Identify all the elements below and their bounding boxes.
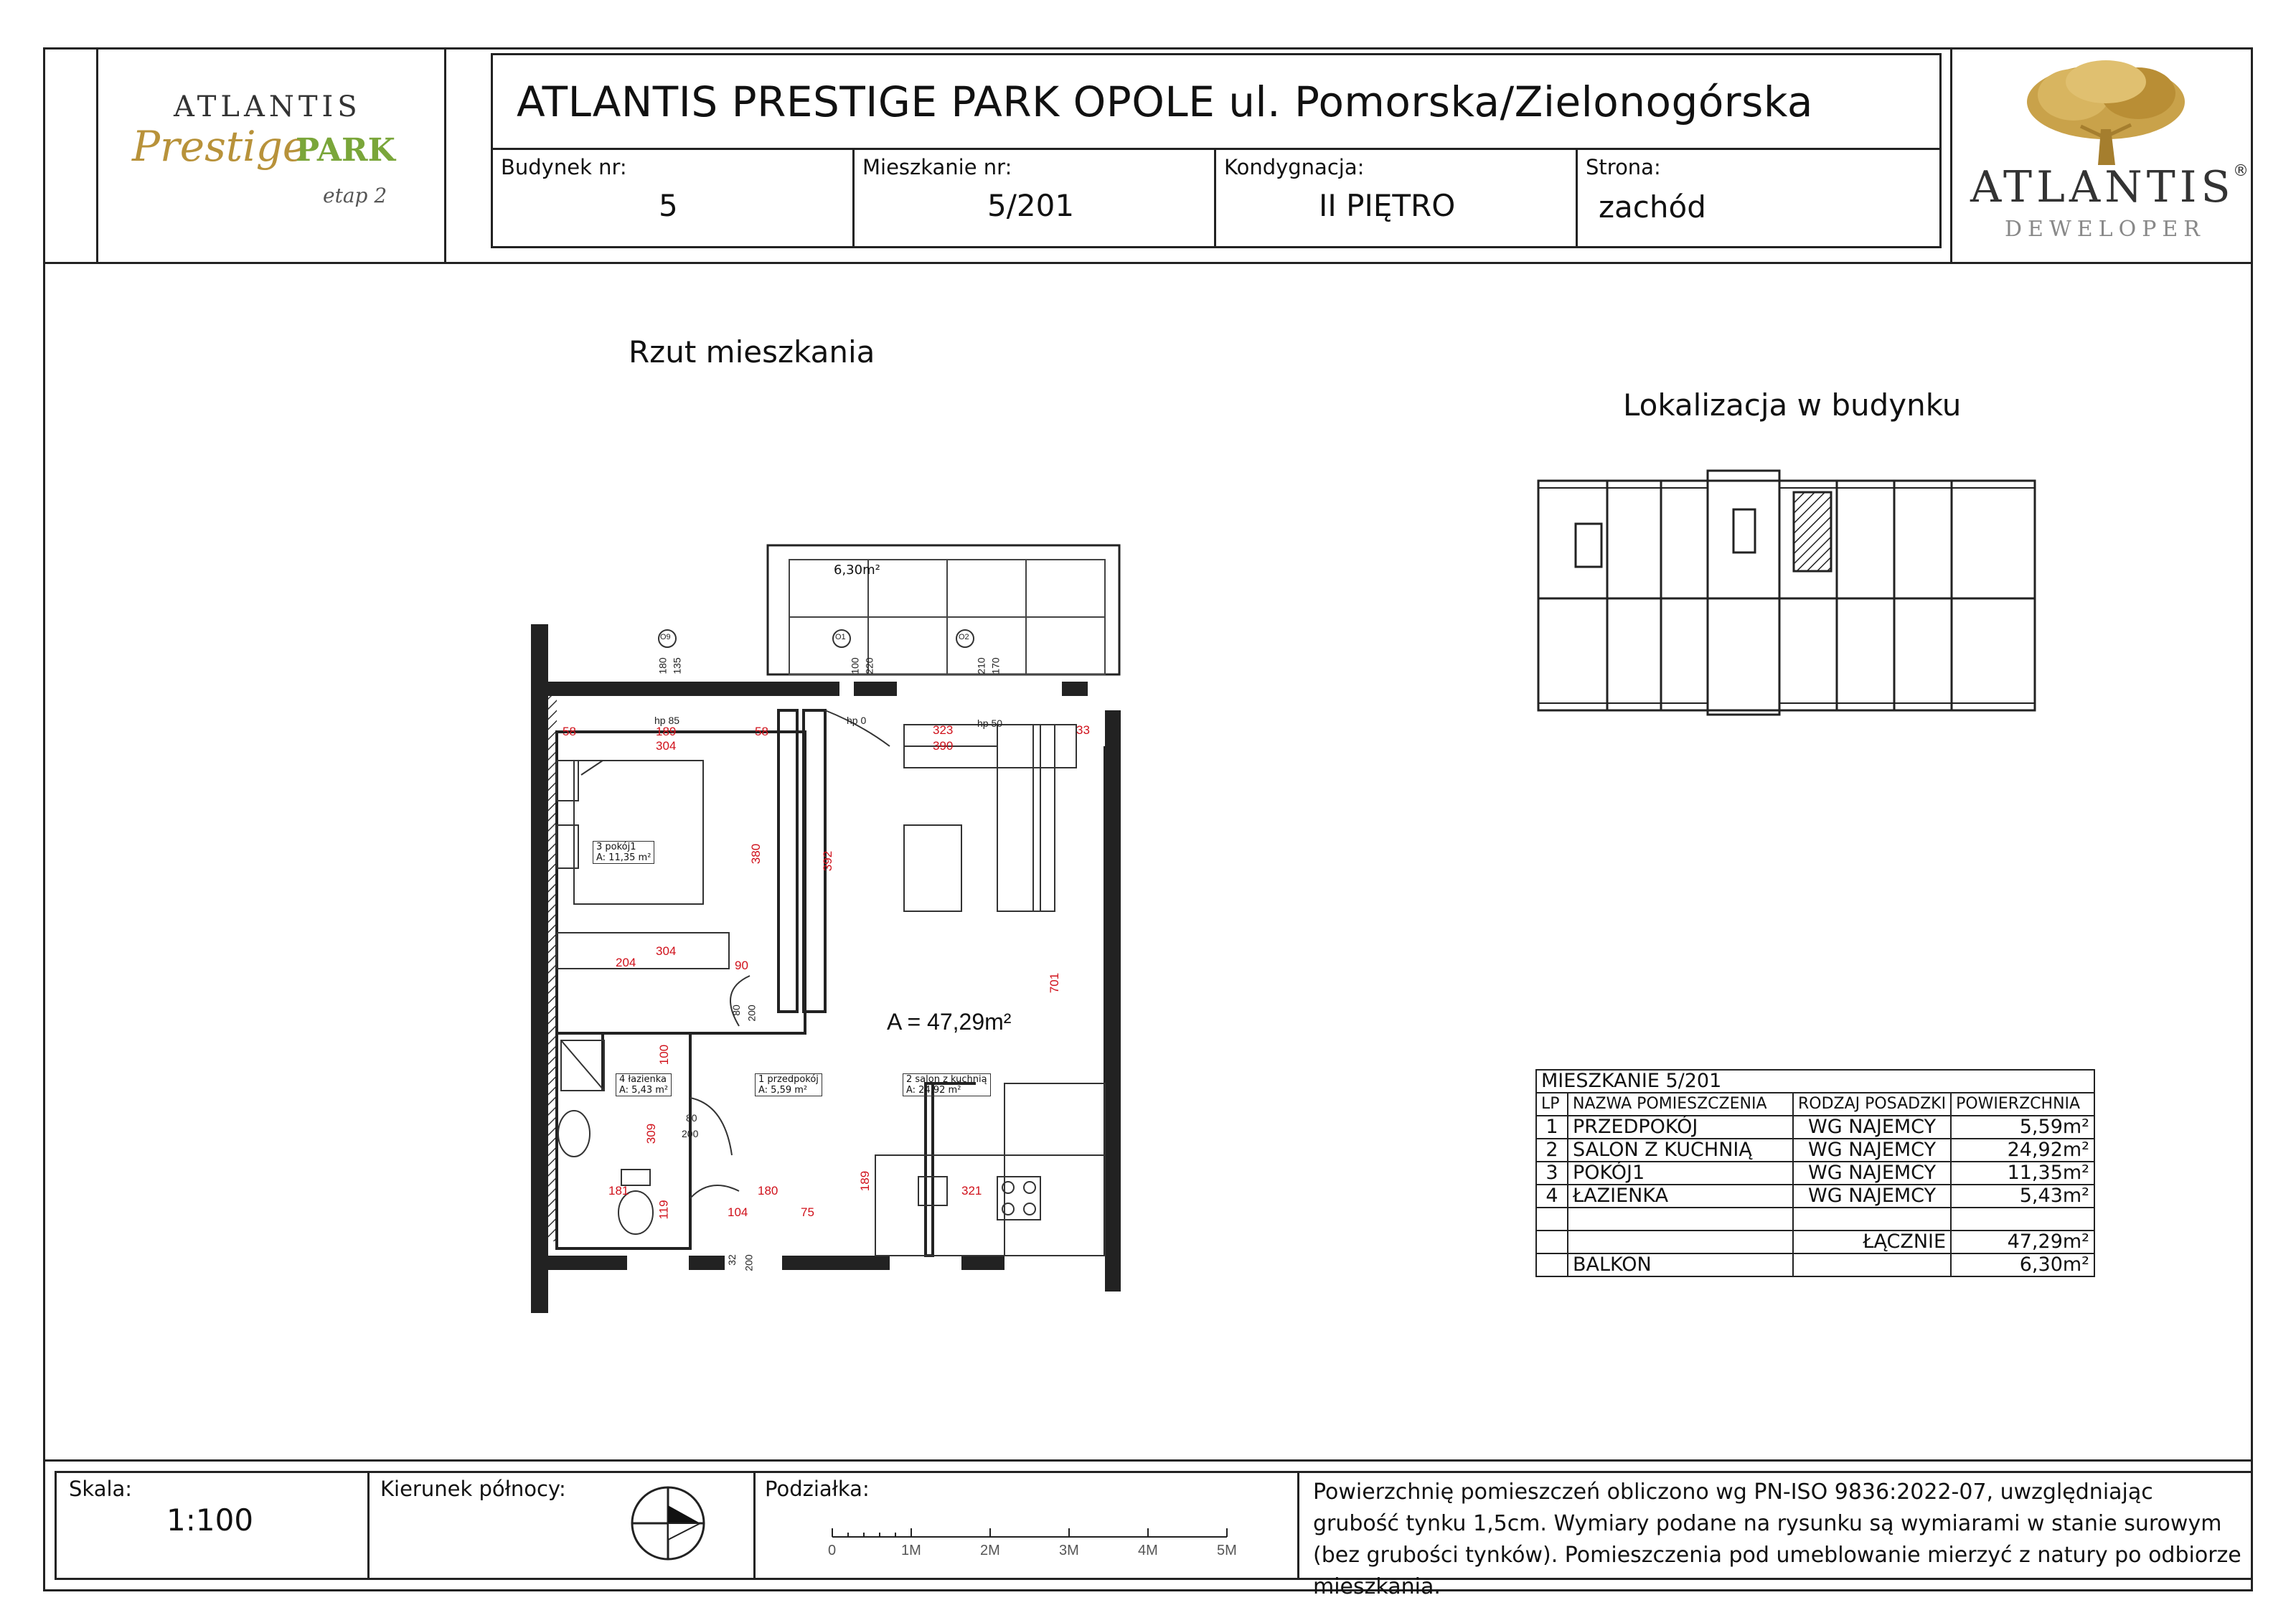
dim-90: 90 bbox=[735, 959, 748, 972]
footer-divider-1 bbox=[367, 1471, 370, 1580]
balcony-area-label: 6,30m² bbox=[834, 563, 880, 578]
sheet-frame bbox=[43, 47, 2253, 1591]
wardrobe bbox=[557, 933, 729, 969]
balcony-row bbox=[1536, 1253, 2094, 1276]
opening-markers bbox=[659, 630, 974, 647]
total-value: 47,29m² bbox=[1951, 1231, 2094, 1253]
dim-100: 100 bbox=[657, 1044, 672, 1065]
room-tag-living bbox=[903, 1073, 991, 1096]
logo-right bbox=[1959, 53, 2249, 261]
marker-o1: O1 bbox=[835, 633, 846, 641]
footer-divider-2 bbox=[753, 1471, 756, 1580]
logo-left-line2a: Prestige bbox=[132, 122, 308, 171]
scale-label: Skala: bbox=[69, 1477, 133, 1501]
note-w200: 200 bbox=[743, 1254, 755, 1271]
interior-walls bbox=[557, 710, 1105, 1256]
row-area: 5,43m² bbox=[1951, 1185, 2094, 1208]
field-value-apartment: 5/201 bbox=[987, 188, 1075, 223]
note-win-135: 135 bbox=[671, 657, 683, 674]
sofa bbox=[904, 725, 1076, 911]
footer-divider-3 bbox=[1297, 1471, 1299, 1580]
room-tag-bathroom-area: A: 5,43 m² bbox=[619, 1085, 669, 1096]
logo-left-line3: etap 2 bbox=[323, 184, 387, 207]
row-area: 24,92m² bbox=[1951, 1139, 2094, 1162]
apartment-floor-plan bbox=[502, 531, 1134, 1313]
row-floor: WG NAJEMCY bbox=[1793, 1116, 1951, 1139]
row-floor: WG NAJEMCY bbox=[1793, 1139, 1951, 1162]
dim-321: 321 bbox=[961, 1184, 982, 1198]
room-table-header-floor: RODZAJ POSADZKI bbox=[1793, 1093, 1951, 1116]
scale-tick-2: 2M bbox=[980, 1543, 1000, 1558]
table-row bbox=[1536, 1139, 2094, 1162]
bed bbox=[557, 761, 703, 904]
field-divider-2 bbox=[1214, 148, 1216, 248]
row-area: 5,59m² bbox=[1951, 1116, 2094, 1139]
marker-o9: O9 bbox=[660, 633, 671, 641]
field-label-apartment: Mieszkanie nr: bbox=[862, 155, 1012, 179]
table-row bbox=[1536, 1208, 2094, 1231]
area-calculation-note: Powierzchnię pomieszczeń obliczono wg PN-ISO 9836:2022-07, uwzględniając grubość tynku 1,5cm. Wymiary podane na rysunku są wymiarami w stanie surowym (bez grubości tynków). Pomieszczenia pod umeblowanie mierzyć z natury po odbiorze mieszkania. bbox=[1313, 1479, 2241, 1599]
logo-right-sub: DEWELOPER bbox=[2005, 217, 2206, 242]
field-label-side: Strona: bbox=[1586, 155, 1661, 179]
dim-181: 181 bbox=[608, 1184, 629, 1198]
project-title: ATLANTIS PRESTIGE PARK OPOLE ul. Pomorska/Zielonogórska bbox=[517, 77, 1813, 126]
note-win-100: 100 bbox=[849, 657, 861, 674]
table-row bbox=[1536, 1116, 2094, 1139]
field-divider-3 bbox=[1576, 148, 1578, 248]
logo-left bbox=[108, 79, 438, 237]
title-divider bbox=[491, 148, 1942, 150]
dim-58-left: 58 bbox=[563, 725, 576, 738]
note-hp0: hp 0 bbox=[847, 715, 867, 726]
balcony bbox=[768, 545, 1119, 674]
dim-119: 119 bbox=[657, 1200, 671, 1220]
total-row bbox=[1536, 1231, 2094, 1253]
dim-304-top: 304 bbox=[656, 739, 677, 753]
row-name: ŁAZIENKA bbox=[1568, 1185, 1793, 1208]
room-table-header-area: POWIERZCHNIA bbox=[1951, 1093, 2094, 1116]
main-bottom-border bbox=[43, 1459, 2253, 1462]
logo-left-line2b: PARK bbox=[296, 132, 395, 169]
room-tag-bathroom-name: 4 łazienka bbox=[619, 1074, 667, 1085]
scale-tick-3: 3M bbox=[1059, 1543, 1079, 1558]
logo-right-text: ATLANTIS bbox=[1970, 162, 2235, 212]
note-hp50: hp 50 bbox=[977, 718, 1003, 729]
row-lp: 1 bbox=[1536, 1116, 1568, 1139]
row-lp: 4 bbox=[1536, 1185, 1568, 1208]
room-tag-hall-name: 1 przedpokój bbox=[758, 1074, 819, 1085]
dim-189-vert: 189 bbox=[858, 1170, 872, 1192]
dim-323: 323 bbox=[933, 723, 954, 737]
field-value-floor: II PIĘTRO bbox=[1319, 188, 1456, 223]
field-value-side: zachód bbox=[1599, 189, 1706, 225]
table-row bbox=[1536, 1185, 2094, 1208]
note-80b: 80 bbox=[686, 1112, 697, 1124]
dim-204: 204 bbox=[616, 956, 636, 969]
room-tag-living-name: 2 salon z kuchnią bbox=[906, 1074, 987, 1085]
dim-390: 390 bbox=[933, 739, 954, 753]
note-80a: 80 bbox=[730, 1005, 742, 1016]
row-lp: 3 bbox=[1536, 1162, 1568, 1185]
north-arrow-icon bbox=[629, 1484, 707, 1563]
room-tag-hall bbox=[755, 1073, 822, 1096]
note-200a: 200 bbox=[745, 1005, 758, 1022]
room-tag-bedroom-name: 3 pokój1 bbox=[596, 842, 636, 852]
note-w32: 32 bbox=[725, 1254, 738, 1266]
row-name: PRZEDPOKÓJ bbox=[1568, 1116, 1793, 1139]
room-tag-living-area: A: 24,92 m² bbox=[906, 1085, 961, 1096]
apartment-area-label: A = 47,29m² bbox=[887, 1009, 1012, 1035]
row-lp: 2 bbox=[1536, 1139, 1568, 1162]
scale-tick-0: 0 bbox=[828, 1543, 837, 1558]
marker-o2: O2 bbox=[959, 633, 969, 641]
row-floor bbox=[1793, 1208, 1951, 1231]
dim-309: 309 bbox=[644, 1123, 659, 1144]
row-name: POKÓJ1 bbox=[1568, 1162, 1793, 1185]
room-tag-bedroom-area: A: 11,35 m² bbox=[596, 852, 651, 863]
dim-180: 180 bbox=[758, 1184, 778, 1198]
note-hp85: hp 85 bbox=[654, 715, 680, 726]
balcony-label: BALKON bbox=[1568, 1253, 1793, 1276]
location-heading: Lokalizacja w budynku bbox=[1623, 387, 1962, 423]
dim-701: 701 bbox=[1048, 972, 1062, 994]
dim-304-mid: 304 bbox=[656, 944, 677, 958]
note-win-210: 210 bbox=[975, 657, 987, 674]
room-tag-hall-area: A: 5,59 m² bbox=[758, 1085, 808, 1096]
room-tag-bathroom bbox=[616, 1073, 672, 1096]
scale-tick-5: 5M bbox=[1217, 1543, 1237, 1558]
note-win-180: 180 bbox=[657, 657, 669, 674]
highlighted-apartment bbox=[1794, 492, 1831, 571]
dim-58-right: 58 bbox=[755, 725, 768, 738]
doors bbox=[690, 710, 890, 1198]
note-win-170: 170 bbox=[989, 657, 1002, 674]
room-table bbox=[1535, 1069, 2095, 1277]
field-divider-1 bbox=[852, 148, 855, 248]
row-area: 11,35m² bbox=[1951, 1162, 2094, 1185]
row-area bbox=[1951, 1208, 2094, 1231]
field-value-building: 5 bbox=[659, 188, 678, 223]
row-floor: WG NAJEMCY bbox=[1793, 1185, 1951, 1208]
logo-left-line1: ATLANTIS bbox=[174, 90, 362, 123]
dim-33: 33 bbox=[1076, 723, 1090, 737]
row-name bbox=[1568, 1208, 1793, 1231]
tree-icon bbox=[2023, 57, 2188, 172]
dim-392: 392 bbox=[821, 850, 835, 872]
north-label: Kierunek północy: bbox=[380, 1477, 566, 1501]
field-label-building: Budynek nr: bbox=[501, 155, 627, 179]
plan-heading: Rzut mieszkania bbox=[629, 334, 875, 370]
total-label: ŁĄCZNIE bbox=[1793, 1231, 1951, 1253]
note-win-220: 220 bbox=[863, 657, 875, 674]
room-tag-bedroom bbox=[593, 841, 654, 864]
scale-tick-1: 1M bbox=[901, 1543, 921, 1558]
room-table-header-name: NAZWA POMIESZCZENIA bbox=[1568, 1093, 1793, 1116]
row-name: SALON Z KUCHNIĄ bbox=[1568, 1139, 1793, 1162]
dim-189-top: 189 bbox=[656, 725, 677, 738]
scale-bar-label: Podziałka: bbox=[765, 1477, 870, 1501]
logo-right-registered: ® bbox=[2233, 162, 2249, 180]
field-label-floor: Kondygnacja: bbox=[1224, 155, 1365, 179]
scale-value: 1:100 bbox=[166, 1502, 254, 1538]
room-table-header-lp: LP bbox=[1536, 1093, 1568, 1116]
note-200b: 200 bbox=[682, 1128, 699, 1139]
row-floor: WG NAJEMCY bbox=[1793, 1162, 1951, 1185]
kitchen bbox=[875, 1083, 1105, 1256]
dim-380: 380 bbox=[749, 843, 763, 865]
dim-104: 104 bbox=[728, 1205, 748, 1219]
building-location-plan bbox=[1535, 466, 2038, 725]
table-row bbox=[1536, 1162, 2094, 1185]
dim-75: 75 bbox=[801, 1205, 814, 1219]
bathroom-fixtures bbox=[558, 1040, 653, 1234]
balcony-value: 6,30m² bbox=[1951, 1253, 2094, 1276]
room-table-title: MIESZKANIE 5/201 bbox=[1536, 1070, 2094, 1093]
scale-bar bbox=[825, 1520, 1241, 1563]
scale-tick-4: 4M bbox=[1138, 1543, 1158, 1558]
row-lp bbox=[1536, 1208, 1568, 1231]
